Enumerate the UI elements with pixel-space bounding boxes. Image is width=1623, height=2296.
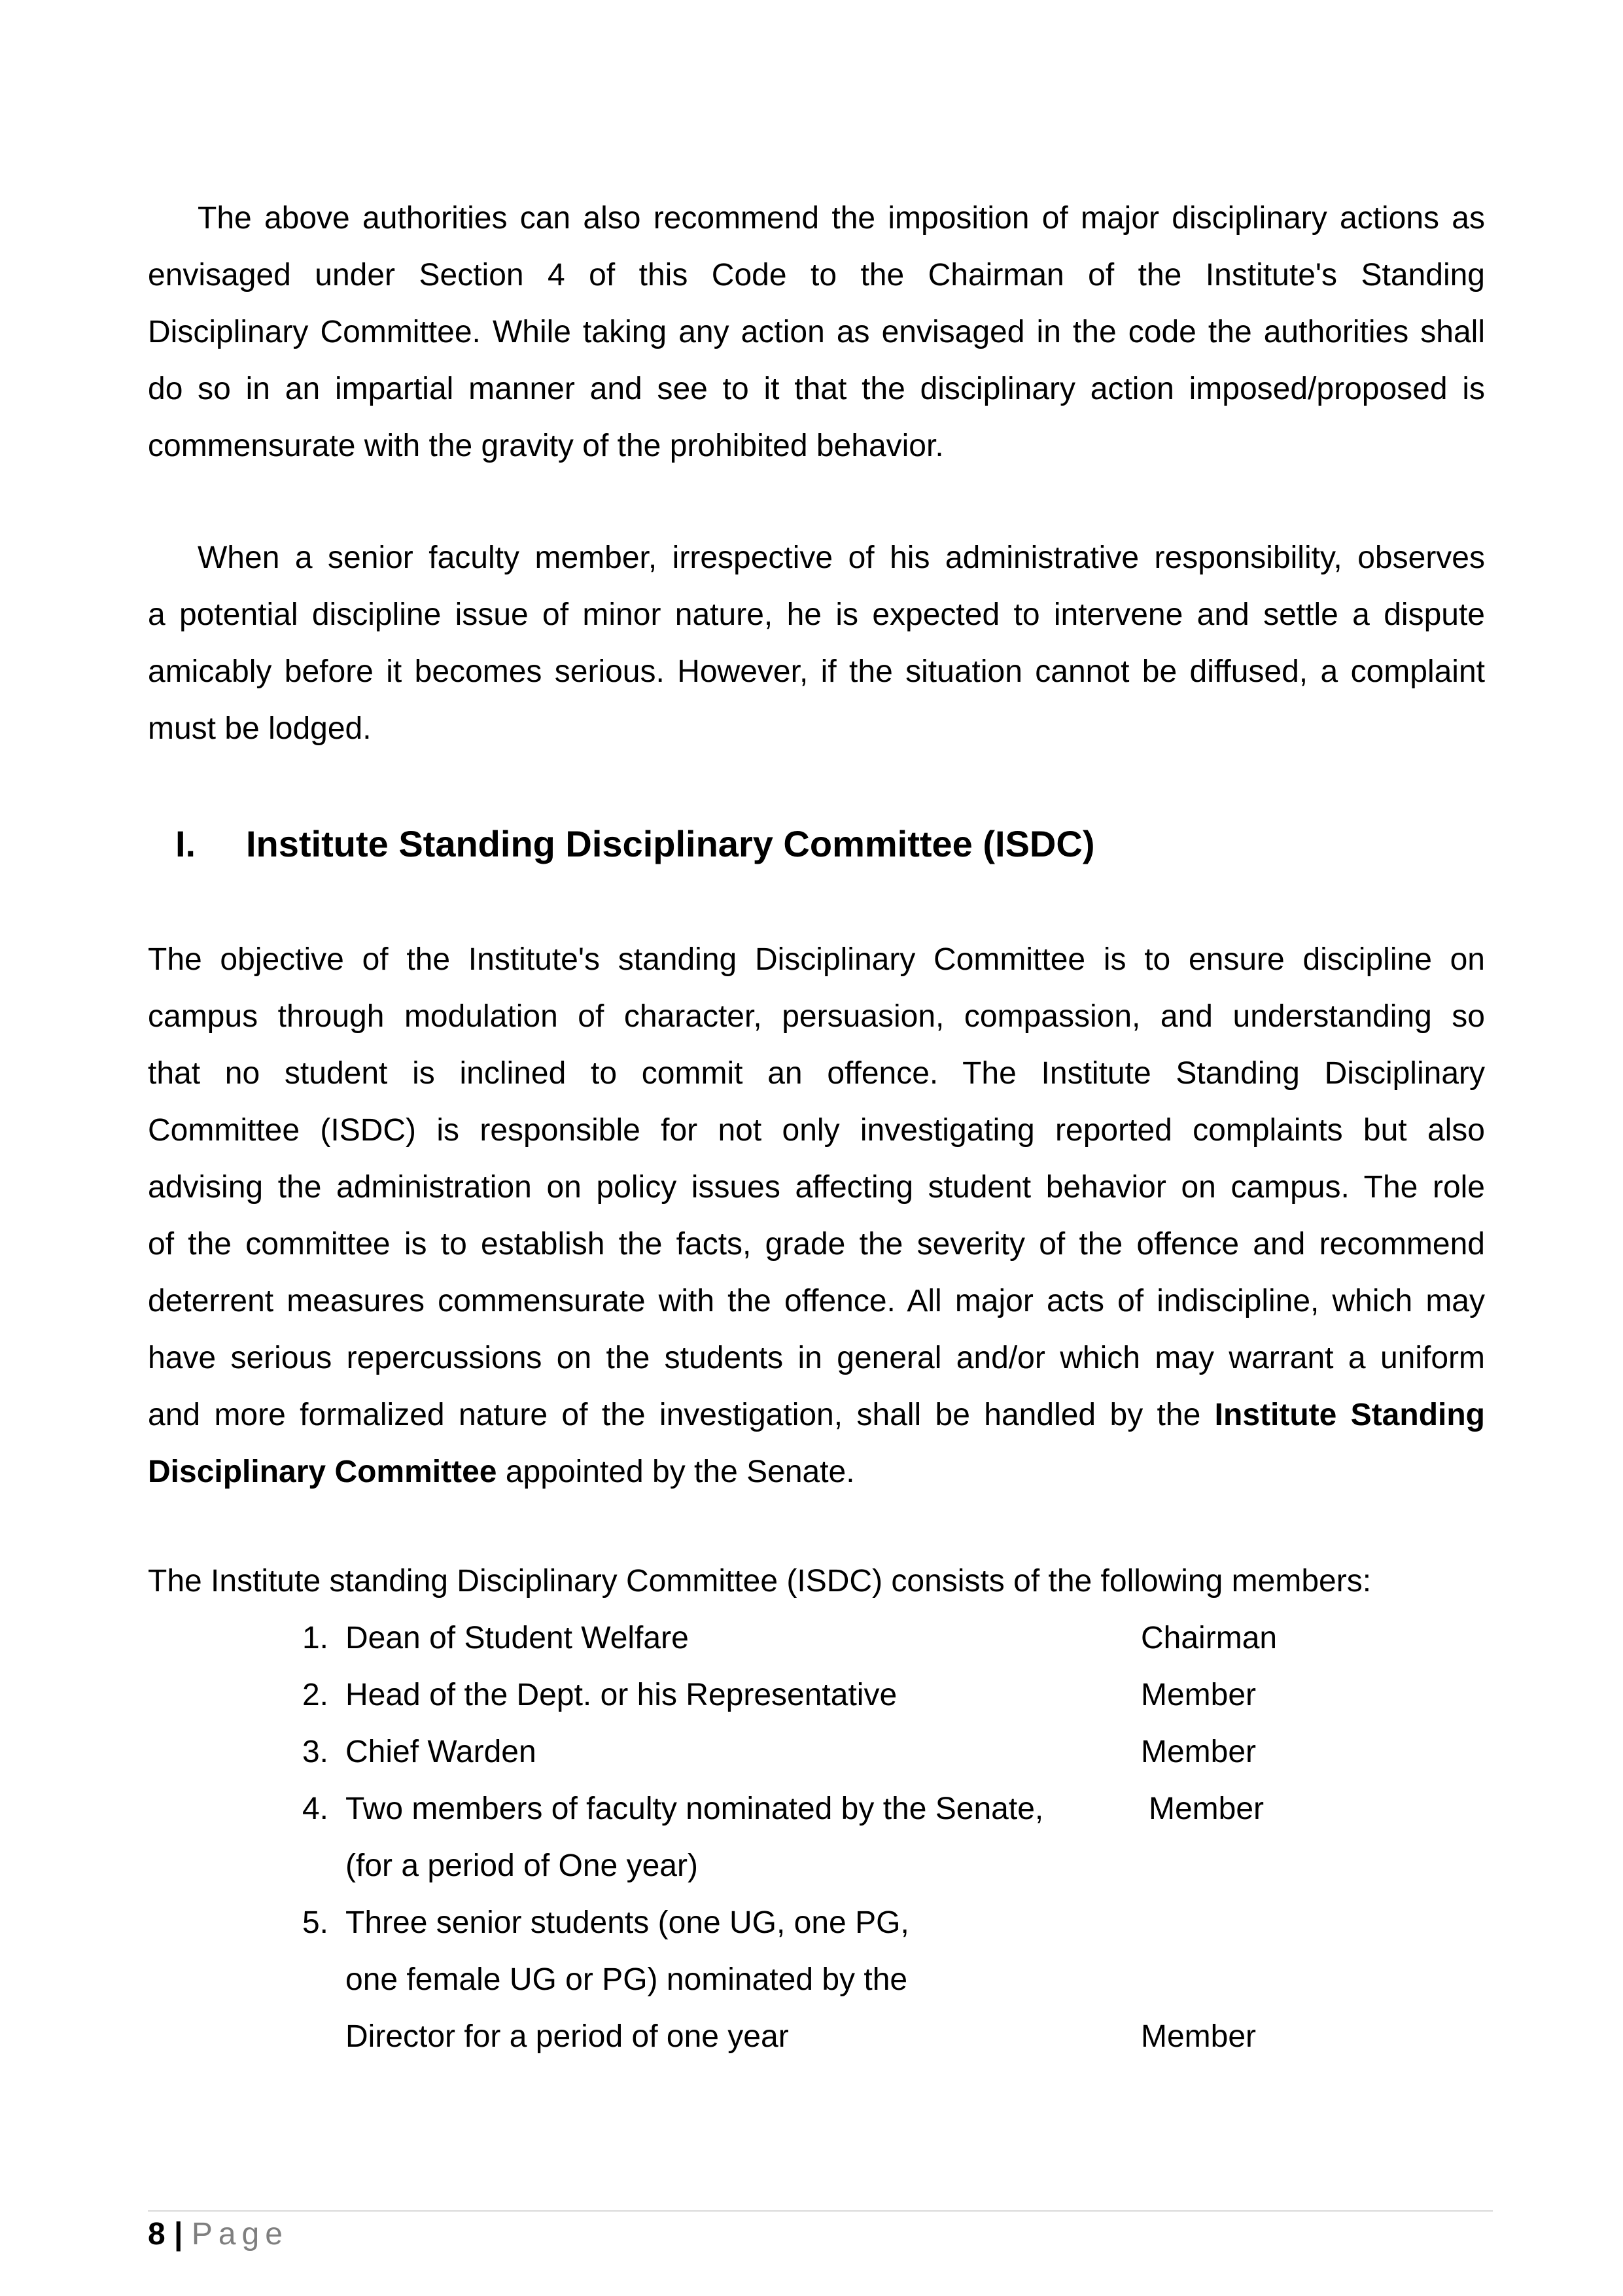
footer-divider — [148, 2210, 1493, 2212]
member-role: Member — [1149, 1792, 1265, 1826]
page-footer — [148, 2212, 288, 2257]
text-line: envisaged under Section 4 of this Code to the Chairman of the Institute's Standing — [148, 258, 1485, 292]
text-line: The Institute standing Disciplinary Committee (ISDC) consists of the following members: — [148, 1564, 1372, 1598]
section-number: I. — [175, 823, 196, 864]
list-item-continuation — [148, 1837, 1485, 1894]
member-description: Head of the Dept. or his Representative — [345, 1678, 898, 1712]
list-number: 3. — [302, 1735, 328, 1769]
list-item — [148, 1894, 1485, 1951]
section-heading — [175, 815, 1094, 872]
paragraph-members-intro — [148, 1553, 1485, 1610]
member-role: Chairman — [1141, 1621, 1278, 1655]
list-item — [148, 1780, 1485, 1837]
text-line: of the committee is to establish the facts, grade the severity of the offence and recommend — [148, 1227, 1485, 1262]
text-line — [148, 1386, 1485, 1443]
list-item — [148, 1667, 1485, 1723]
text-line: that no student is inclined to commit an offence. The Institute Standing Disciplinary — [148, 1056, 1485, 1091]
text-run: and more formalized nature of the investigation, shall be handled by the — [148, 1398, 1215, 1432]
bold-committee-name: Institute Standing — [1214, 1398, 1485, 1432]
list-item-continuation — [148, 2008, 1485, 2065]
text-line: have serious repercussions on the students in general and/or which may warrant a uniform — [148, 1341, 1485, 1375]
text-line: Committee (ISDC) is responsible for not only investigating reported complaints but also — [148, 1113, 1485, 1148]
paragraph-senior-faculty — [148, 529, 1485, 757]
list-item-continuation — [148, 1951, 1485, 2008]
text-line: campus through modulation of character, persuasion, compassion, and understanding so — [148, 999, 1485, 1034]
paragraph-objective — [148, 931, 1485, 1500]
member-description: Chief Warden — [345, 1735, 536, 1769]
text-line: commensurate with the gravity of the prohibited behavior. — [148, 429, 944, 463]
member-role: Member — [1141, 1678, 1257, 1712]
list-number: 2. — [302, 1678, 328, 1712]
text-line: Disciplinary Committee. While taking any action as envisaged in the code the authorities shall — [148, 315, 1485, 349]
bold-committee-name: Disciplinary Committee — [148, 1455, 497, 1489]
page-label: Page — [191, 2217, 288, 2252]
text-line: a potential discipline issue of minor nature, he is expected to intervene and settle a dispute — [148, 597, 1485, 632]
list-number: 4. — [302, 1792, 328, 1826]
list-number: 5. — [302, 1905, 328, 1940]
section-title: Institute Standing Disciplinary Committee (ISDC) — [246, 823, 1095, 864]
member-description: one female UG or PG) nominated by the — [345, 1962, 908, 1997]
text-line: must be lodged. — [148, 711, 372, 746]
member-role: Member — [1141, 2019, 1257, 2054]
footer-separator: | — [174, 2217, 183, 2252]
text-line: The above authorities can also recommend the imposition of major disciplinary actions as — [198, 201, 1485, 236]
text-line: deterrent measures commensurate with the offence. All major acts of indiscipline, which may — [148, 1284, 1485, 1318]
list-item — [148, 1723, 1485, 1780]
text-line: do so in an impartial manner and see to it that the disciplinary action imposed/proposed is — [148, 372, 1485, 406]
text-line: The objective of the Institute's standing Disciplinary Committee is to ensure discipline on — [148, 942, 1485, 977]
text-line: advising the administration on policy issues affecting student behavior on campus. The role — [148, 1170, 1485, 1205]
member-description: (for a period of One year) — [345, 1848, 698, 1883]
text-line — [148, 1443, 1485, 1500]
member-description: Dean of Student Welfare — [345, 1621, 689, 1655]
page-number: 8 — [148, 2217, 166, 2252]
member-description: Three senior students (one UG, one PG, — [345, 1905, 909, 1940]
list-item — [148, 1610, 1485, 1667]
text-line: amicably before it becomes serious. However, if the situation cannot be diffused, a complaint — [148, 654, 1485, 689]
paragraph-authorities — [148, 190, 1485, 474]
member-role: Member — [1141, 1735, 1257, 1769]
text-run: appointed by the Senate. — [497, 1455, 855, 1489]
members-list — [148, 1610, 1485, 2065]
member-description: Director for a period of one year — [345, 2019, 789, 2054]
list-number: 1. — [302, 1621, 328, 1655]
member-description: Two members of faculty nominated by the Senate, — [345, 1792, 1044, 1826]
text-line: When a senior faculty member, irrespective of his administrative responsibility, observes — [198, 540, 1485, 575]
